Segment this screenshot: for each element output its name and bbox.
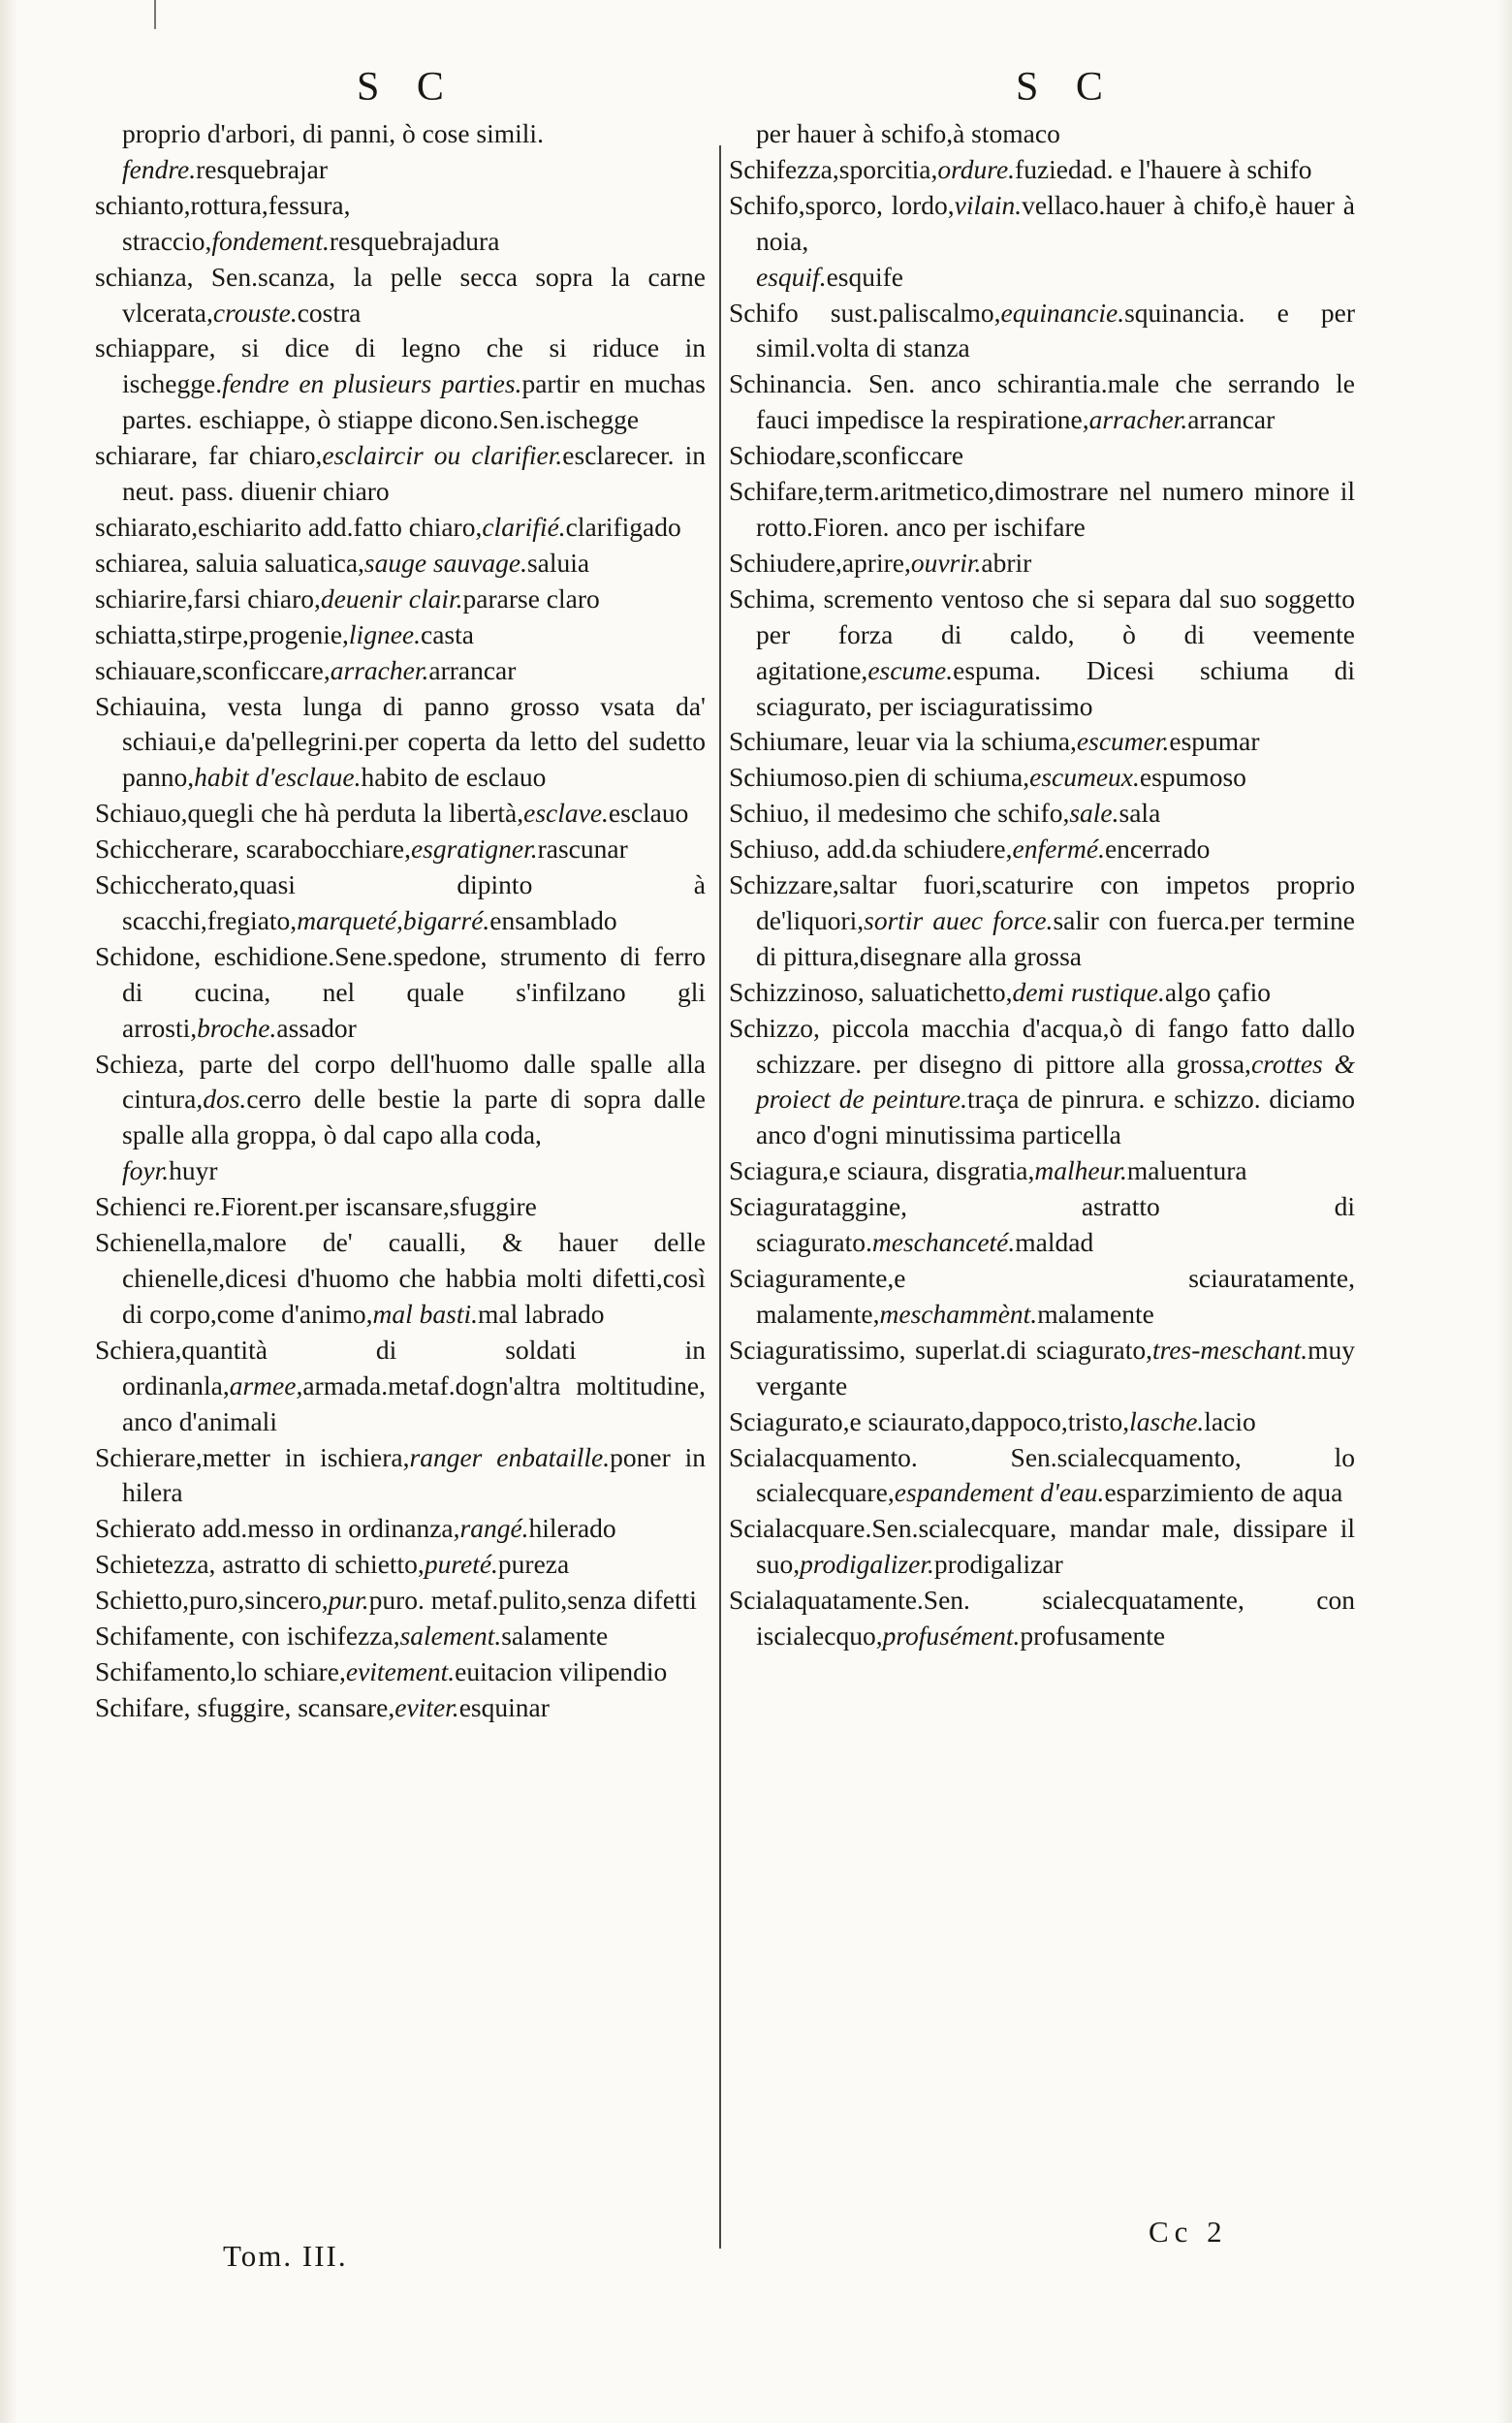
dictionary-entry <box>729 760 1355 796</box>
entry-french-gloss: arracher. <box>1088 404 1188 435</box>
entry-french-gloss: eviter. <box>394 1691 459 1722</box>
entry-french-gloss: lasche. <box>1129 1405 1205 1436</box>
entry-french-gloss: equinancie. <box>1000 297 1125 328</box>
dictionary-entry <box>95 1047 706 1154</box>
dictionary-entry <box>95 689 706 797</box>
dictionary-entry <box>729 366 1355 438</box>
entry-spanish-gloss: poner in hilera <box>122 1441 706 1508</box>
entry-headword-text: Schima, scremento ventoso che si separa dal suo soggetto per forza di caldo, ò di veemente agitatione, <box>729 582 1355 685</box>
dictionary-entry <box>95 152 706 188</box>
dictionary-entry <box>729 1333 1355 1404</box>
running-head-right: S C <box>1016 65 1117 110</box>
dictionary-entry <box>95 832 706 867</box>
entry-headword-text: Schierato add.messo in ordinanza, <box>95 1513 460 1544</box>
entry-french-gloss: dos. <box>203 1084 247 1115</box>
dictionary-entry <box>95 1511 706 1547</box>
entry-headword-text: Sciaguratissimo, superlat.di sciagurato, <box>729 1334 1152 1365</box>
dictionary-entry <box>95 1440 706 1512</box>
entry-headword-text: Schizzo, piccola macchia d'acqua,ò di fango fatto dallo schizzare. per disegno di pittore alla grossa, <box>729 1012 1355 1079</box>
entry-french-gloss: pur. <box>328 1585 369 1616</box>
entry-french-gloss: sauge sauvage. <box>363 547 527 578</box>
entry-french-gloss: esquif. <box>756 261 827 292</box>
entry-french-gloss: malheur. <box>1034 1155 1127 1186</box>
entry-spanish-gloss: espumoso <box>1139 762 1246 793</box>
entry-headword-text: Schizzinoso, saluatichetto, <box>729 976 1013 1007</box>
entry-french-gloss: fendre. <box>122 153 197 184</box>
entry-french-gloss: clarifié. <box>482 511 566 542</box>
entry-headword-text: Schiauina, vesta lunga di panno grosso vsata da' schiaui,e da'pellegrini.per coperta da letto del sudetto panno, <box>95 690 706 793</box>
volume-signature: Tom. III. <box>223 2239 348 2273</box>
entry-french-gloss: deuenir clair. <box>320 582 463 614</box>
entry-headword-text: Schiera,quantità di soldati in ordinanla, <box>95 1334 706 1400</box>
entry-spanish-gloss: espuma. Dicesi schiuma di sciagurato, per isciaguratissimo <box>756 654 1355 721</box>
entry-headword-text: Schinancia. Sen. anco schirantia.male che serrando le fauci impedisce la respiratione, <box>729 368 1355 435</box>
entry-spanish-gloss: saluia <box>526 547 590 578</box>
entry-headword-text: Schiuso, add.da schiudere, <box>729 834 1013 865</box>
entry-spanish-gloss: esclarecer. in neut. pass. diuenir chiaro <box>122 440 706 507</box>
entry-french-gloss: prodigalizer. <box>800 1549 934 1580</box>
entry-spanish-gloss: muy vergante <box>756 1334 1355 1400</box>
entry-headword-text: Schizzare,saltar fuori,scaturire con impetos proprio de'liquori, <box>729 869 1355 935</box>
entry-spanish-gloss: pararse claro <box>462 582 600 614</box>
entry-spanish-gloss: casta <box>421 618 474 649</box>
entry-headword-text: Schifo sust.paliscalmo, <box>729 297 1001 328</box>
entry-spanish-gloss: prodigalizar <box>933 1549 1063 1580</box>
entry-headword-text: Schifo,sporco, lordo, <box>729 189 955 220</box>
dictionary-entry <box>729 1583 1355 1654</box>
dictionary-entry <box>95 653 706 689</box>
left-column <box>95 116 706 1726</box>
signature-mark: Cc 2 <box>1149 2215 1228 2249</box>
entry-spanish-gloss: salamente <box>501 1621 609 1652</box>
dictionary-entry <box>729 1011 1355 1154</box>
entry-french-gloss: marqueté,bigarré. <box>297 904 490 935</box>
dictionary-entry <box>95 1690 706 1726</box>
entry-headword-text: per hauer à schifo,à stomaco <box>756 118 1060 148</box>
entry-headword-text: Schietezza, astratto di schietto, <box>95 1549 425 1580</box>
entry-headword-text: proprio d'arbori, di panni, ò cose simili. <box>122 118 544 148</box>
entry-headword-text: schiatta,stirpe,progenie, <box>95 618 349 649</box>
dictionary-entry <box>95 582 706 617</box>
dictionary-entry <box>95 617 706 653</box>
entry-french-gloss: fondement. <box>211 225 330 256</box>
entry-french-gloss: evitement. <box>345 1655 456 1686</box>
entry-french-gloss: broche. <box>197 1012 277 1043</box>
entry-headword-text: Scialaquatamente.Sen. scialecquatamente, con iscialecquo, <box>729 1585 1355 1652</box>
entry-spanish-gloss: cerro delle bestie la parte di sopra dalle spalle alla groppa, ò dal capo alla coda, <box>122 1084 706 1150</box>
entry-headword-text: Sciagura,e sciaura, disgratia, <box>729 1155 1035 1186</box>
entry-headword-text: Schieza, parte del corpo dell'huomo dalle spalle alla cintura, <box>95 1048 706 1115</box>
dictionary-entry <box>729 1153 1355 1189</box>
entry-headword-text: schiarare, far chiaro, <box>95 440 323 471</box>
dictionary-entry <box>729 1440 1355 1512</box>
entry-headword-text: Schierare,metter in ischiera, <box>95 1441 410 1472</box>
dictionary-entry <box>729 296 1355 367</box>
entry-headword-text: Scialacquare.Sen.scialecquare, mandar male, dissipare il suo, <box>729 1513 1355 1580</box>
entry-spanish-gloss: espumar <box>1169 726 1260 757</box>
dictionary-entry <box>729 1189 1355 1261</box>
dictionary-entry <box>729 832 1355 867</box>
entry-headword-text: schiarire,farsi chiaro, <box>95 582 321 614</box>
entry-headword-text: schianza, Sen.scanza, la pelle secca sopra la carne vlcerata, <box>95 261 706 328</box>
entry-headword-text: Schienci re.Fiorent.per iscansare,sfuggire <box>95 1191 537 1222</box>
dictionary-entry <box>729 1511 1355 1583</box>
dictionary-entry <box>95 1225 706 1333</box>
dictionary-entry <box>95 188 706 260</box>
dictionary-entry <box>729 724 1355 760</box>
right-column <box>729 116 1355 1654</box>
dictionary-entry <box>729 546 1355 582</box>
entry-spanish-gloss: vellaco.hauer à chifo,è hauer à noia, <box>756 189 1355 256</box>
entry-spanish-gloss: hilerado <box>528 1513 616 1544</box>
dictionary-entry <box>95 260 706 331</box>
entry-headword-text: Schiauo,quegli che hà perduta la libertà, <box>95 798 524 829</box>
dictionary-entry <box>729 1404 1355 1440</box>
dictionary-entry <box>729 152 1355 188</box>
entry-spanish-gloss: maldad <box>1015 1227 1094 1258</box>
dictionary-entry <box>729 582 1355 725</box>
entry-headword-text: Schiodare,sconficcare <box>729 440 964 471</box>
entry-french-gloss: fendre en plusieurs parties. <box>222 368 522 399</box>
entry-headword-text: Schiumare, leuar via la schiuma, <box>729 726 1077 757</box>
entry-french-gloss: arracher. <box>330 654 429 685</box>
entry-spanish-gloss: traça de pinrura. e schizzo. diciamo anco d'ogni minutissima particella <box>756 1084 1355 1150</box>
entry-french-gloss: sortir auec force. <box>864 904 1054 935</box>
entry-headword-text: Schifamente, con ischifezza, <box>95 1621 400 1652</box>
dictionary-entry <box>729 975 1355 1011</box>
entry-french-gloss: vilain. <box>954 189 1023 220</box>
entry-spanish-gloss: algo çafio <box>1164 976 1272 1007</box>
entry-french-gloss: enfermé. <box>1012 834 1105 865</box>
entry-headword-text: Schiccherare, scarabocchiare, <box>95 834 411 865</box>
entry-spanish-gloss: sala <box>1118 798 1161 829</box>
entry-french-gloss: rangé. <box>459 1513 529 1544</box>
dictionary-entry <box>95 939 706 1047</box>
entry-spanish-gloss: malamente <box>1037 1298 1154 1329</box>
entry-headword-text: Schiudere,aprire, <box>729 547 911 578</box>
entry-spanish-gloss: profusamente <box>1020 1621 1166 1652</box>
dictionary-entry <box>95 1619 706 1654</box>
entry-spanish-gloss: salir con fuerca.per termine di pittura,disegnare alla grossa <box>756 904 1355 971</box>
dictionary-entry <box>95 1654 706 1690</box>
entry-headword-text: Schifare,term.aritmetico,dimostrare nel numero minore il rotto.Fioren. anco per ischifare <box>729 476 1355 542</box>
entry-spanish-gloss: esquife <box>826 261 903 292</box>
entry-spanish-gloss: huyr <box>169 1155 218 1186</box>
entry-headword-text: Schidone, eschidione.Sene.spedone, strumento di ferro di cucina, nel quale s'infilzano gli arrosti, <box>95 940 706 1043</box>
entry-french-gloss: habit d'esclaue. <box>194 762 362 793</box>
dictionary-entry <box>95 330 706 438</box>
entry-french-gloss: mal basti. <box>372 1298 478 1329</box>
entry-spanish-gloss: pureza <box>497 1549 570 1580</box>
entry-french-gloss: foyr. <box>122 1155 170 1186</box>
entry-french-gloss: escumeux. <box>1029 762 1140 793</box>
dictionary-entry <box>729 116 1355 152</box>
entry-spanish-gloss: puro. metaf.pulito,senza difetti <box>368 1585 697 1616</box>
entry-headword-text: schianto,rottura,fessura, straccio, <box>95 189 351 256</box>
entry-french-gloss: tres-meschant. <box>1151 1334 1308 1365</box>
entry-french-gloss: escumer. <box>1076 726 1170 757</box>
page-edge-left <box>0 0 17 2423</box>
entry-french-gloss: demi rustique. <box>1012 976 1165 1007</box>
running-head-left: S C <box>357 65 457 110</box>
entry-headword-text: Schiccherato,quasi dipinto à scacchi,fregiato, <box>95 869 706 935</box>
entry-headword-text: Schietto,puro,sincero, <box>95 1585 329 1616</box>
entry-spanish-gloss: rascunar <box>537 834 628 865</box>
column-rule <box>719 145 721 2249</box>
dictionary-entry <box>729 438 1355 474</box>
dictionary-entry <box>95 1153 706 1189</box>
entry-headword-text: Schifezza,sporcitia, <box>729 153 938 184</box>
entry-spanish-gloss: clarifigado <box>565 511 681 542</box>
entry-french-gloss: armee, <box>229 1369 303 1400</box>
dictionary-entry <box>95 1189 706 1225</box>
entry-headword-text: Schifare, sfuggire, scansare, <box>95 1691 395 1722</box>
entry-spanish-gloss: squinancia. e per simil.volta di stanza <box>756 297 1355 363</box>
entry-spanish-gloss: esparzimiento de aqua <box>1104 1477 1343 1508</box>
entry-headword-text: Scialacquamento. Sen.scialecquamento, lo scialecquare, <box>729 1441 1355 1508</box>
dictionary-entry <box>729 474 1355 546</box>
entry-headword-text: Sciagurataggine, astratto di sciagurato. <box>729 1191 1355 1258</box>
entry-headword-text: Sciaguramente,e sciauratamente, malamente, <box>729 1263 1355 1329</box>
entry-headword-text: Sciagurato,e sciaurato,dappoco,tristo, <box>729 1405 1130 1436</box>
dictionary-entry <box>95 438 706 510</box>
dictionary-entry <box>95 1583 706 1619</box>
entry-spanish-gloss: partir en muchas partes. eschiappe, ò stiappe dicono.Sen.ischegge <box>122 368 707 435</box>
entry-headword-text: Schifamento,lo schiare, <box>95 1655 346 1686</box>
entry-french-gloss: ordure. <box>937 153 1016 184</box>
entry-french-gloss: profusément. <box>882 1621 1021 1652</box>
entry-french-gloss: meschammènt. <box>879 1298 1038 1329</box>
entry-spanish-gloss: armada.metaf.dogn'altra moltitudine, anco d'animali <box>122 1369 706 1436</box>
entry-spanish-gloss: resquebrajadura <box>329 225 500 256</box>
entry-french-gloss: ouvrir. <box>910 547 982 578</box>
page-edge-right <box>1498 0 1512 2423</box>
entry-headword-text: schiauare,sconficcare, <box>95 654 331 685</box>
entry-headword-text: schiarea, saluia saluatica, <box>95 547 364 578</box>
dictionary-entry <box>729 1261 1355 1333</box>
entry-spanish-gloss: assador <box>276 1012 357 1043</box>
entry-headword-text: schiarato,eschiarito add.fatto chiaro, <box>95 511 483 542</box>
entry-french-gloss: ranger enbataille. <box>409 1441 611 1472</box>
entry-french-gloss: salement. <box>399 1621 502 1652</box>
entry-spanish-gloss: maluentura <box>1126 1155 1247 1186</box>
entry-spanish-gloss: costra <box>297 297 362 328</box>
entry-spanish-gloss: arrancar <box>1187 404 1276 435</box>
entry-spanish-gloss: fuziedad. e l'hauere à schifo <box>1015 153 1312 184</box>
dictionary-entry <box>95 116 706 152</box>
dictionary-entry <box>729 188 1355 260</box>
dictionary-entry <box>95 867 706 939</box>
entry-spanish-gloss: abrir <box>981 547 1032 578</box>
entry-french-gloss: esclave. <box>523 798 609 829</box>
entry-spanish-gloss: euitacion vilipendio <box>455 1655 668 1686</box>
entry-spanish-gloss: ensamblado <box>489 904 617 935</box>
entry-spanish-gloss: esquinar <box>458 1691 550 1722</box>
dictionary-entry <box>95 1547 706 1583</box>
dictionary-entry <box>95 1333 706 1440</box>
dictionary-entry <box>729 796 1355 832</box>
entry-french-gloss: crouste. <box>212 297 298 328</box>
entry-spanish-gloss: arrancar <box>428 654 517 685</box>
entry-spanish-gloss: esclauo <box>608 798 689 829</box>
entry-french-gloss: esgratigner. <box>410 834 538 865</box>
entry-headword-text: Schiumoso.pien di schiuma, <box>729 762 1030 793</box>
entry-french-gloss: espandement d'eau. <box>894 1477 1105 1508</box>
entry-spanish-gloss: resquebrajar <box>196 153 328 184</box>
entry-headword-text: schiappare, si dice di legno che si riduce in ischegge. <box>95 332 706 399</box>
entry-headword-text: Schiuo, il medesimo che schifo, <box>729 798 1070 829</box>
entry-french-gloss: crottes & proiect de peinture. <box>756 1048 1356 1115</box>
entry-spanish-gloss: encerrado <box>1104 834 1211 865</box>
entry-french-gloss: pureté. <box>424 1549 498 1580</box>
dictionary-entry <box>729 260 1355 296</box>
entry-french-gloss: escume. <box>867 654 954 685</box>
top-mark <box>154 0 156 29</box>
dictionary-entry <box>95 796 706 832</box>
entry-french-gloss: meschanceté. <box>871 1227 1016 1258</box>
dictionary-entry <box>729 867 1355 975</box>
entry-spanish-gloss: mal labrado <box>477 1298 605 1329</box>
entry-french-gloss: sale. <box>1069 798 1119 829</box>
dictionary-entry <box>95 546 706 582</box>
entry-french-gloss: esclaircir ou clarifier. <box>322 440 563 471</box>
entry-headword-text: Schienella,malore de' caualli, & hauer delle chienelle,dicesi d'huomo che habbia molti difetti,così di corpo,come d'animo, <box>95 1227 706 1329</box>
entry-spanish-gloss: habito de esclauo <box>361 762 547 793</box>
entry-spanish-gloss: lacio <box>1204 1405 1256 1436</box>
entry-french-gloss: lignee. <box>348 618 421 649</box>
dictionary-entry <box>95 510 706 546</box>
